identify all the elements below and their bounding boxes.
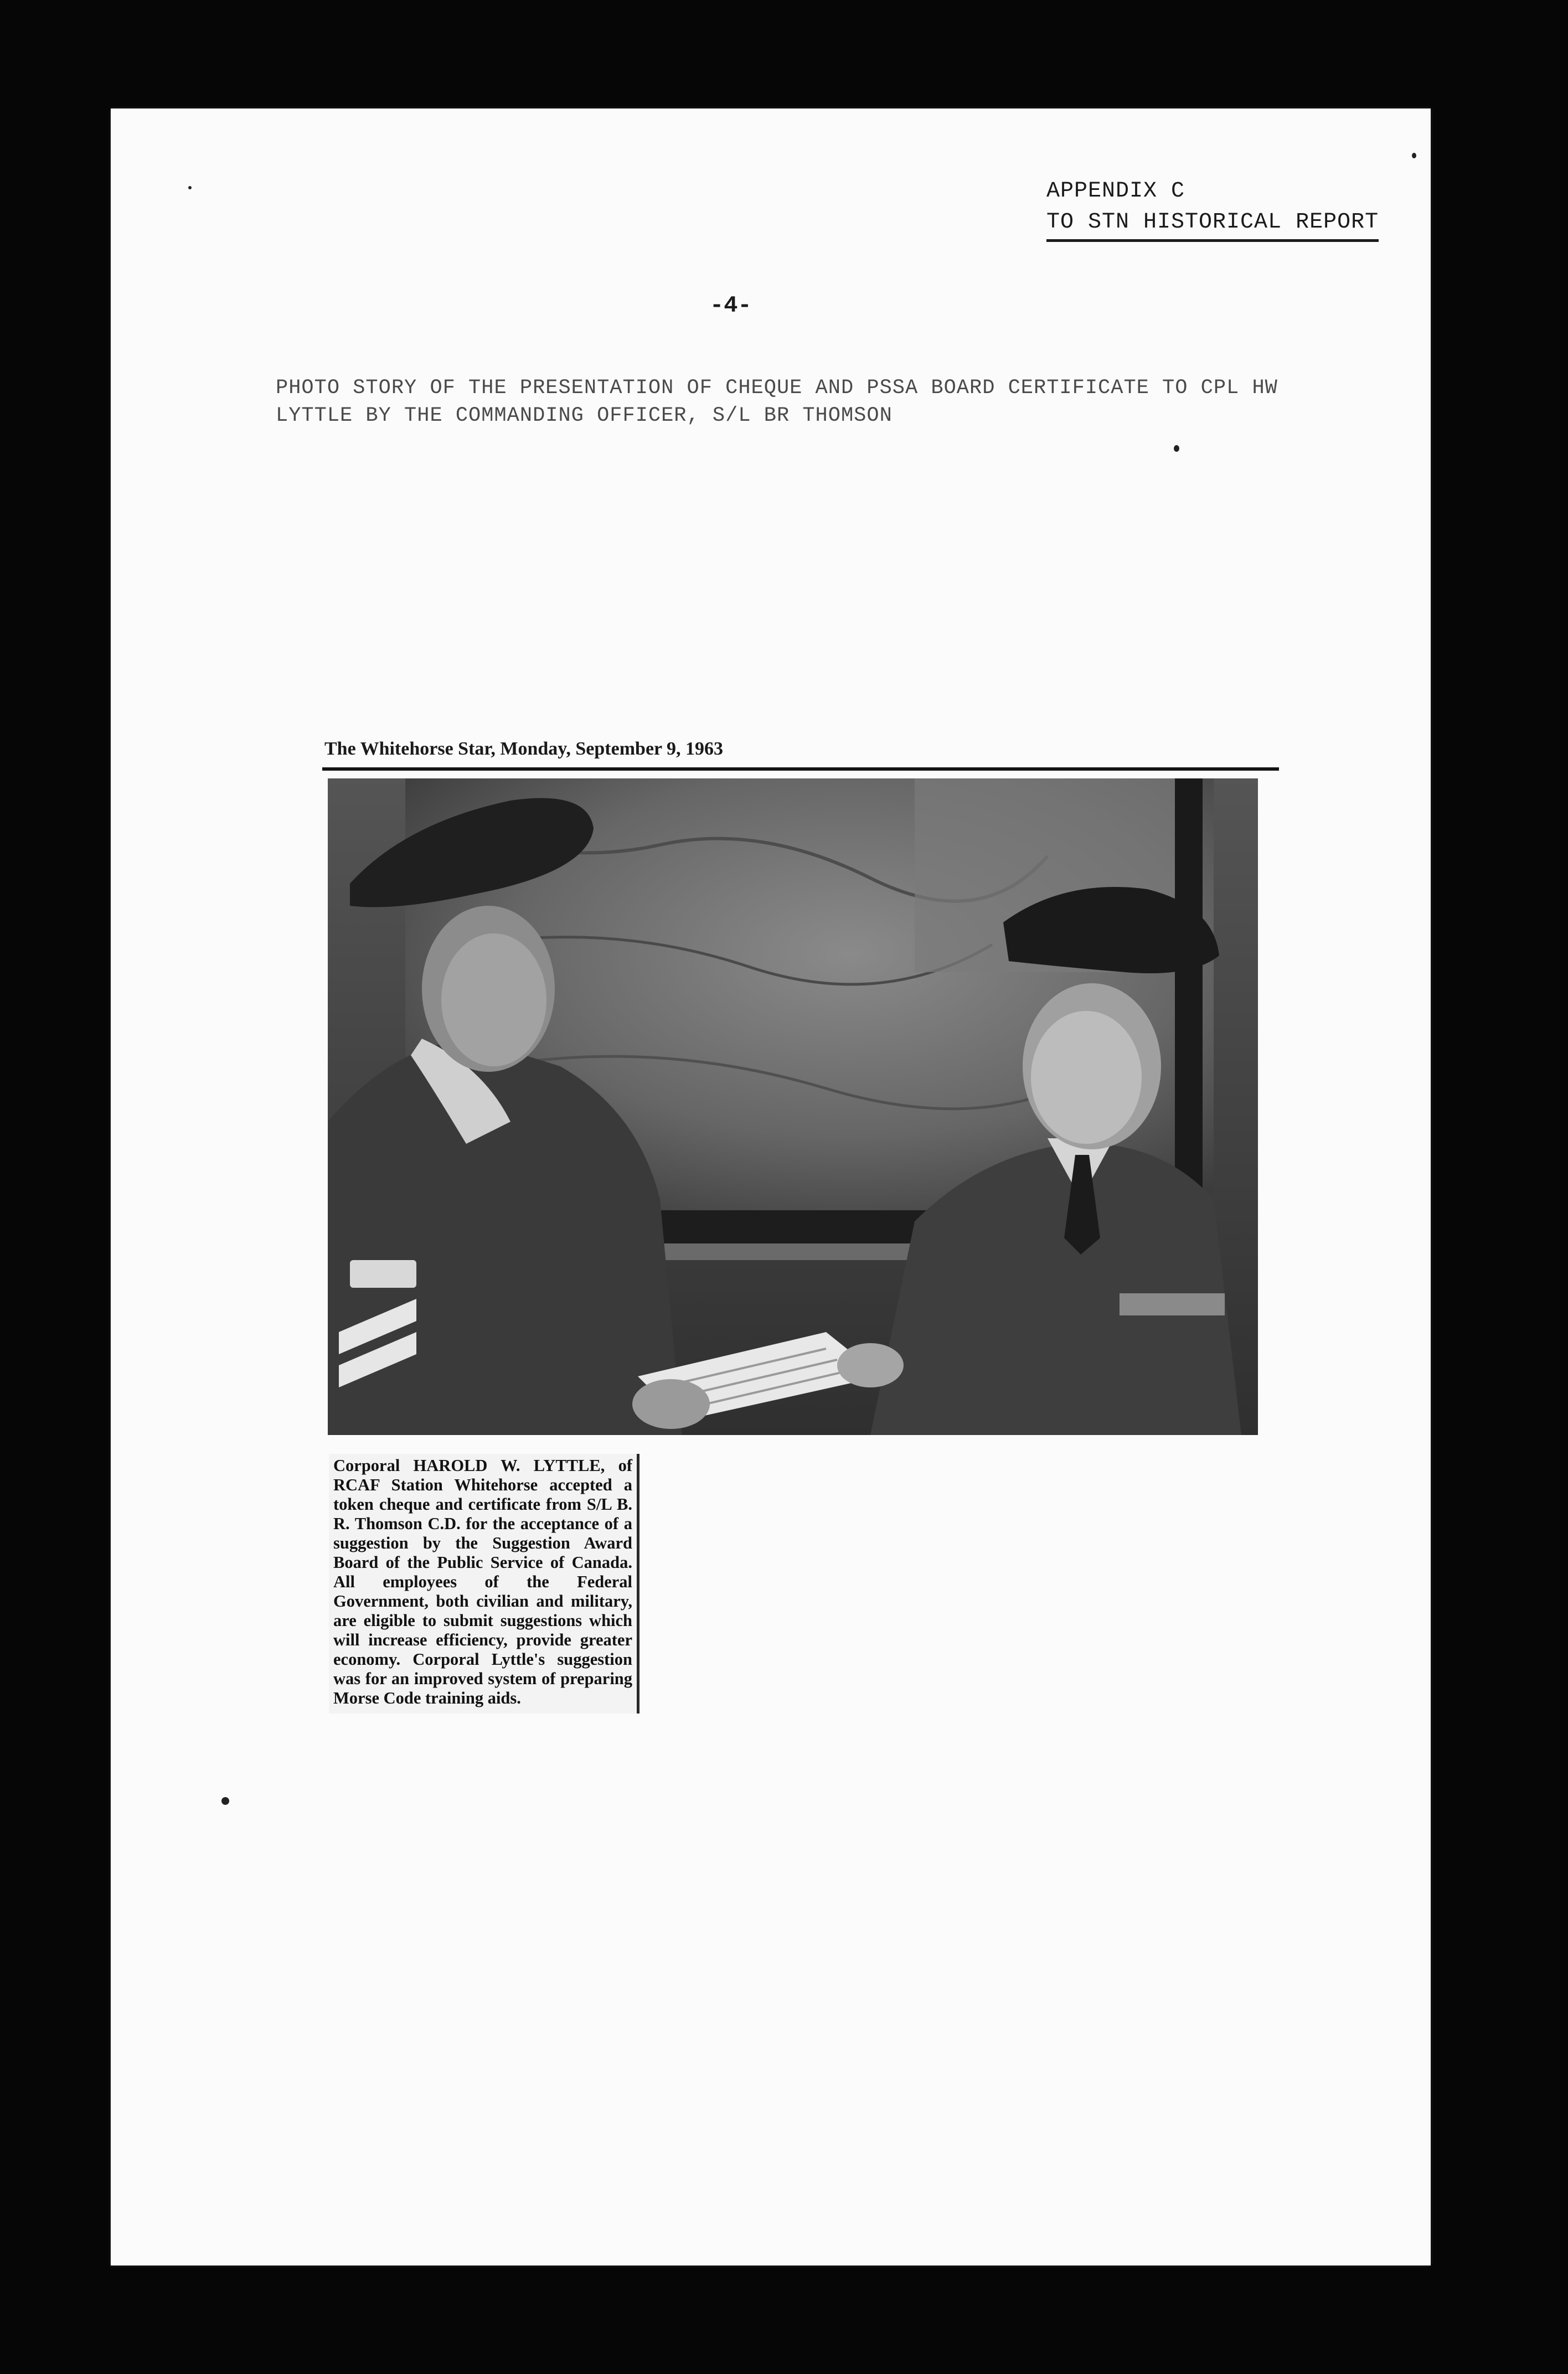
photo-illustration [328,778,1258,1435]
appendix-line-2: TO STN HISTORICAL REPORT [1046,207,1379,242]
dust-speck [188,186,192,189]
photo-story-caption: PHOTO STORY OF THE PRESENTATION OF CHEQUE AND PSSA BOARD CERTIFICATE TO CPL HW LYTTLE BY THE COMMANDING OFFICER, S/L BR THOMSON [276,376,1278,427]
appendix-line-1: APPENDIX C [1046,179,1185,204]
dust-speck [221,1797,229,1805]
dust-speck [1412,153,1416,158]
appendix-heading [1046,176,1384,242]
dust-speck [1174,445,1179,452]
page-number: -4- [710,292,752,319]
newspaper-clipping [310,729,1285,1814]
clipping-story: Corporal HAROLD W. LYTTLE, of RCAF Station Whitehorse accepted a token cheque and certificate from S/L B. R. Thomson C.D. for the acceptance of a suggestion by the Suggestion Award Board of the Public Service of Canada. All employees of the Federal Government, both civilian and military, are eligible to submit suggestions which will increase efficiency, provide greater economy. Corporal Lyttle's suggestion was for an improved system of preparing Morse Code training aids. [329,1454,639,1714]
clipping-rule [322,767,1279,771]
newspaper-photo [328,778,1258,1435]
clipping-header: The Whitehorse Star, Monday, September 9, 1963 [324,739,724,759]
